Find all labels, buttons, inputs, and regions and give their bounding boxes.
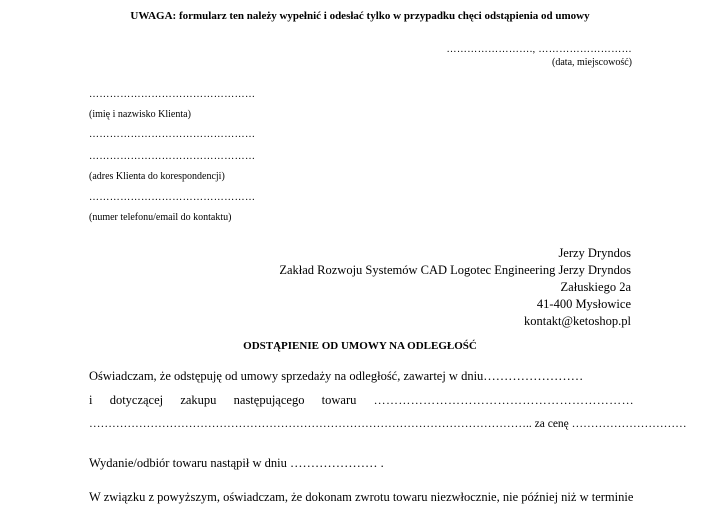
recipient-street: Załuskiego 2a [560,280,631,294]
client-address-label: (adres Klienta do korespondencji) [89,171,225,182]
body-word: dotyczącej [109,393,164,407]
recipient-email: kontakt@ketoshop.pl [524,314,631,328]
client-contact-label: (numer telefonu/email do kontaktu) [89,212,232,223]
body-line-5: W związku z powyższym, oświadczam, że dokonam zwrotu towaru niezwłocznie, nie później niż w terminie [89,490,634,504]
recipient-name: Jerzy Dryndos [558,246,631,260]
body-word: towaru [321,393,357,407]
body-line-3[interactable]: …………………………………………………………………………………………………….. za cenę ………………………… [89,418,687,430]
body-word: następującego [233,393,305,407]
client-name-label: (imię i nazwisko Klienta) [89,109,191,120]
recipient-company: Zakład Rozwoju Systemów CAD Logotec Engineering Jerzy Dryndos [279,263,631,277]
warning-heading: UWAGA: formularz ten należy wypełnić i odesłać tylko w przypadku chęci odstąpienia od umowy [130,10,590,22]
recipient-block [279,245,631,330]
product-field[interactable]: ……………………………………………………… [373,393,634,407]
document-title: ODSTĄPIENIE OD UMOWY NA ODLEGŁOŚĆ [243,340,477,352]
body-word: i [89,393,93,407]
recipient-city: 41-400 Mysłowice [536,297,631,311]
client-name-line[interactable]: ………………………………………… [89,89,256,100]
delivery-date-line: Wydanie/odbiór towaru nastąpił w dniu ………………… . [89,456,384,470]
client-address-line-1[interactable]: ………………………………………… [89,129,256,140]
date-place-label: (data, miejscowość) [552,57,632,68]
client-address-line-2[interactable]: ………………………………………… [89,151,256,162]
date-place-line[interactable]: ……………………., ……………………… [446,44,632,55]
client-contact-line[interactable]: ………………………………………… [89,192,256,203]
body-word: zakupu [180,393,217,407]
body-line-1: Oświadczam, że odstępuję od umowy sprzedaży na odległość, zawartej w dniu…………………… [89,369,584,383]
body-line-2 [89,393,634,408]
